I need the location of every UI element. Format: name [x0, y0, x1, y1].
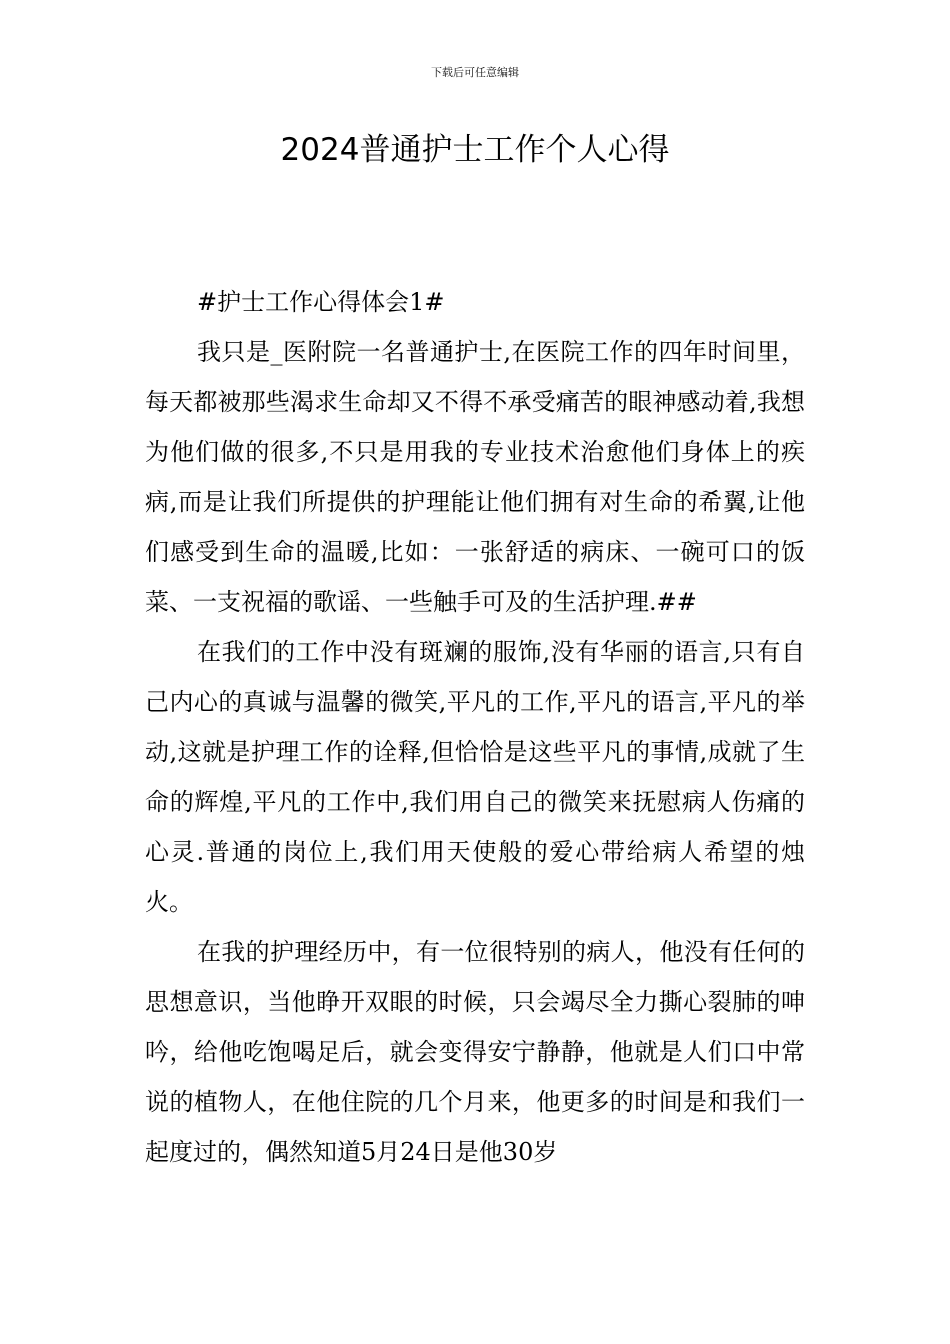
body-paragraph: 在我们的工作中没有斑斓的服饰,没有华丽的语言,只有自己内心的真诚与温馨的微笑,平凡的工作,平凡的语言,平凡的举动,这就是护理工作的诠释,但恰恰是这些平凡的事情,成就了生命的辉煌,平凡的工作中,我们用自己的微笑来抚慰病人伤痛的心灵.普通的岗位上,我们用天使般的爱心带给病人希望的烛火。: [145, 638, 805, 916]
body-paragraph: 我只是_医附院一名普通护士,在医院工作的四年时间里，每天都被那些渴求生命却又不得不承受痛苦的眼神感动着,我想为他们做的很多,不只是用我的专业技术治愈他们身体上的疾病,而是让我们所提供的护理能让他们拥有对生命的希翼,让他们感受到生命的温暖,比如：一张舒适的病床、一碗可口的饭菜、一支祝福的歌谣、一些触手可及的生活护理.##: [145, 338, 805, 616]
page-header-note: 下载后可任意编辑: [431, 66, 519, 79]
document-title: 2024普通护士工作个人心得: [280, 132, 670, 168]
document-body: [145, 277, 805, 1177]
body-paragraph: 在我的护理经历中，有一位很特别的病人，他没有任何的思想意识，当他睁开双眼的时候，只会竭尽全力撕心裂肺的呻吟，给他吃饱喝足后，就会变得安宁静静，他就是人们口中常说的植物人，在他住院的几个月来，他更多的时间是和我们一起度过的，偶然知道5月24日是他30岁: [145, 938, 805, 1166]
section-heading: #护士工作心得体会1#: [197, 288, 445, 316]
